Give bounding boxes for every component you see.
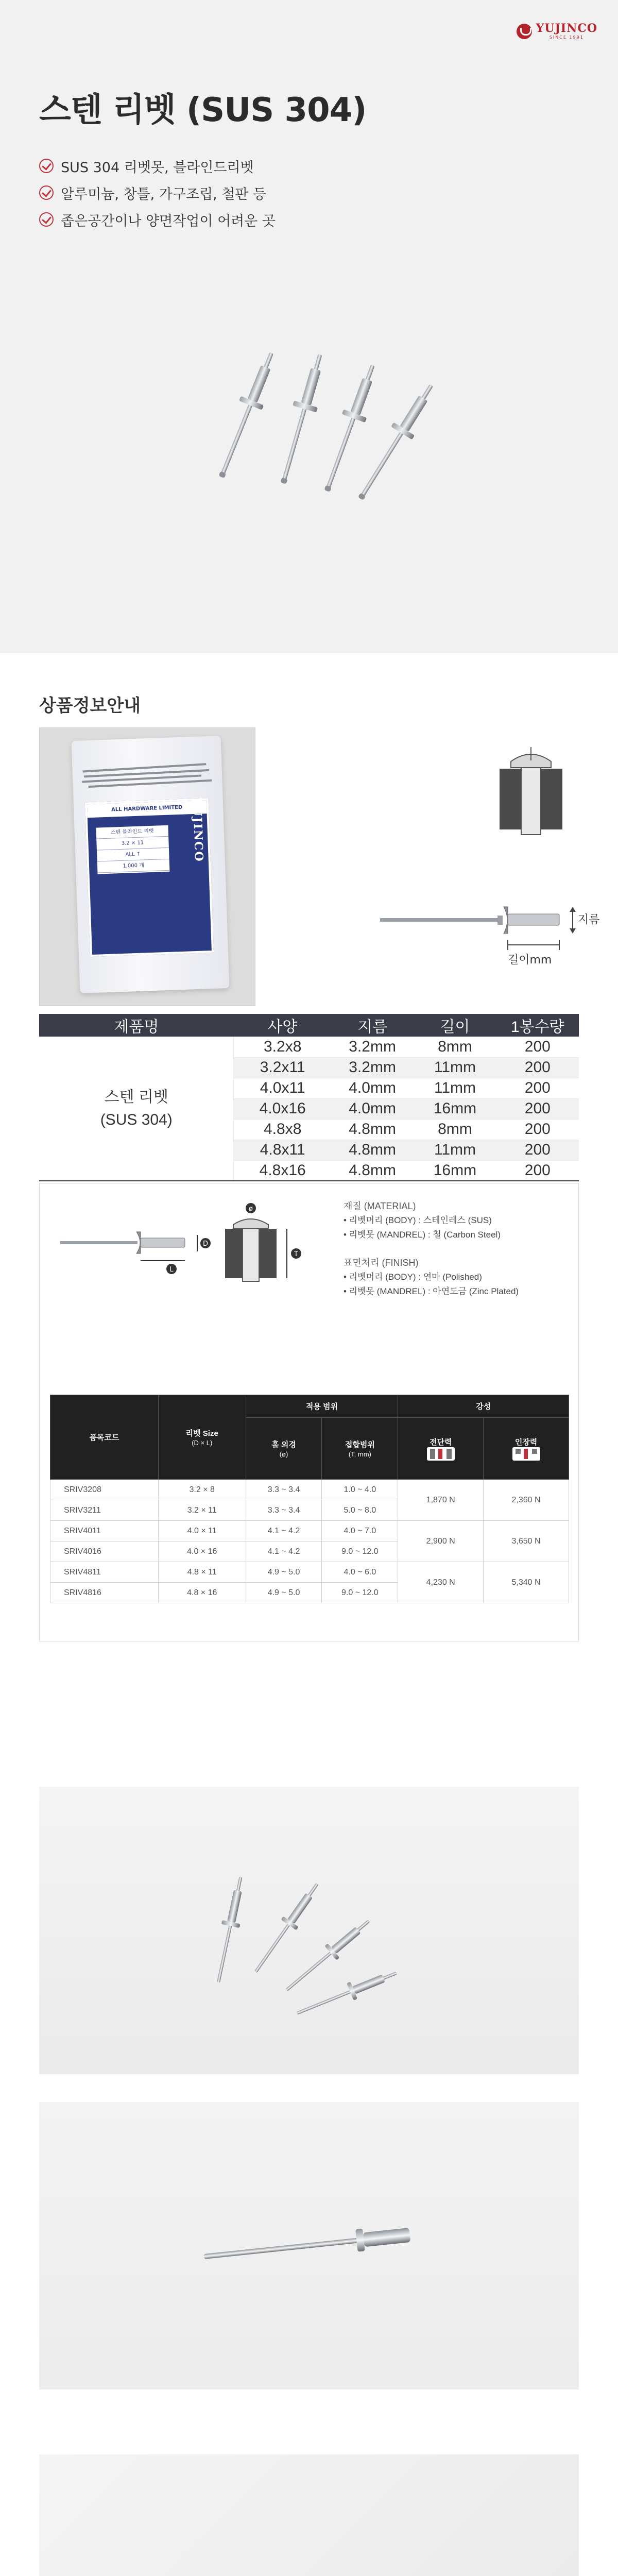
hero-section bbox=[0, 0, 618, 653]
package-label-row: 1,000 개 bbox=[97, 859, 170, 873]
single-rivet-photo bbox=[39, 2102, 579, 2389]
table-row: SRIV3208 3.2 × 8 3.3 ~ 3.4 1.0 ~ 4.0 1,870 N 2,360 N bbox=[50, 1480, 569, 1500]
col-header: 1봉수량 bbox=[496, 1014, 579, 1037]
spec-cell: 200 bbox=[496, 1140, 579, 1160]
spec-cell: 11mm bbox=[414, 1140, 496, 1160]
check-circle-icon bbox=[39, 185, 54, 200]
package-label-row: 3.2 × 11 bbox=[96, 837, 169, 851]
spec-cell: 3.2mm bbox=[331, 1037, 414, 1057]
material-title: 재질 (MATERIAL) bbox=[344, 1201, 416, 1211]
shear-icon bbox=[427, 1447, 455, 1461]
col-header-hole: 홀 외경 (ø) bbox=[246, 1418, 322, 1480]
finish-line: • 리벳머리 (BODY) : 연마 (Polished) bbox=[344, 1272, 482, 1282]
tensile-icon bbox=[512, 1447, 540, 1461]
spec-cell: 4.0mm bbox=[331, 1098, 414, 1119]
spec-cell: 4.0x16 bbox=[234, 1098, 331, 1119]
spec-cell: 3.2x11 bbox=[234, 1057, 331, 1078]
col-header-grip: 접합범위 (T, mm) bbox=[322, 1418, 398, 1480]
spec-cell: 4.8x16 bbox=[234, 1160, 331, 1181]
spec-table-header bbox=[39, 1014, 579, 1037]
dim-d-label: D bbox=[202, 1240, 209, 1248]
table-row: SRIV4816 4.8 × 16 4.9 ~ 5.0 9.0 ~ 12.0 bbox=[50, 1583, 569, 1603]
col-header-size: 리벳 Size (D × L) bbox=[158, 1395, 246, 1480]
spec-cell: 4.8mm bbox=[331, 1160, 414, 1181]
feature-text: 좁은공간이나 양면작업이 어려운 곳 bbox=[61, 213, 276, 229]
package-label-row: 스텐 블라인드 리벳 bbox=[96, 825, 168, 839]
diameter-label: 지름 bbox=[578, 913, 600, 926]
package-label bbox=[85, 798, 214, 957]
feature-item bbox=[39, 152, 276, 179]
col-header-range: 적용 범위 bbox=[246, 1395, 398, 1418]
spec-cell: 3.2x8 bbox=[234, 1037, 331, 1057]
spec-cell: 200 bbox=[496, 1037, 579, 1057]
package-label-table bbox=[96, 825, 169, 874]
spec-cell: 4.8x8 bbox=[234, 1119, 331, 1140]
rivet-install-diagram bbox=[55, 1198, 313, 1291]
spec-cell: 4.0x11 bbox=[234, 1078, 331, 1098]
check-circle-icon bbox=[39, 159, 54, 173]
package-label-row: ALL ↑ bbox=[97, 848, 169, 862]
dim-l-label: L bbox=[169, 1266, 174, 1274]
technical-spec-box bbox=[39, 1183, 579, 1641]
spec-cell: 200 bbox=[496, 1057, 579, 1078]
finish-line: • 리벳못 (MANDREL) : 아연도금 (Zinc Plated) bbox=[344, 1286, 519, 1296]
table-row bbox=[39, 1037, 579, 1057]
product-name: 스텐 리벳 (SUS 304) bbox=[100, 1088, 173, 1128]
package-bag bbox=[72, 736, 230, 993]
col-header: 지름 bbox=[331, 1014, 414, 1037]
brand-logo[interactable] bbox=[517, 23, 597, 40]
spec-cell: 200 bbox=[496, 1098, 579, 1119]
spec-cell: 11mm bbox=[414, 1078, 496, 1098]
dim-hole-label: ø bbox=[249, 1205, 253, 1213]
col-header-code: 품목코드 bbox=[50, 1395, 159, 1480]
spec-cell: 200 bbox=[496, 1160, 579, 1181]
spec-cell: 8mm bbox=[414, 1037, 496, 1057]
col-header: 길이 bbox=[414, 1014, 496, 1037]
spec-cell: 200 bbox=[496, 1078, 579, 1098]
material-line: • 리벳못 (MANDREL) : 철 (Carbon Steel) bbox=[344, 1230, 501, 1240]
feature-text: SUS 304 리벳못, 블라인드리벳 bbox=[61, 159, 254, 176]
product-photo-group bbox=[39, 1787, 579, 2074]
package-brand: YUJINCO bbox=[190, 796, 205, 863]
brand-name: YUJINCO bbox=[536, 22, 597, 35]
spec-cell: 4.8mm bbox=[331, 1140, 414, 1160]
table-row: SRIV4811 4.8 × 11 4.9 ~ 5.0 4.0 ~ 6.0 4,230 N 5,340 N bbox=[50, 1562, 569, 1583]
col-header-tensile: 인장력 bbox=[484, 1418, 569, 1480]
spec-cell: 4.8x11 bbox=[234, 1140, 331, 1160]
spec-cell: 8mm bbox=[414, 1119, 496, 1140]
logo-emblem-icon bbox=[517, 24, 532, 39]
package-label-head: ALL HARDWARE LIMITED bbox=[87, 800, 207, 818]
hero-rivets-photo bbox=[31, 262, 587, 622]
spec-cell: 4.0mm bbox=[331, 1078, 414, 1098]
col-header: 사양 bbox=[234, 1014, 331, 1037]
col-header-shear: 전단력 bbox=[398, 1418, 484, 1480]
packaged-rivets bbox=[77, 756, 217, 792]
product-name-cell bbox=[39, 1037, 234, 1181]
material-info bbox=[344, 1199, 519, 1299]
spec-cell: 16mm bbox=[414, 1160, 496, 1181]
feature-item bbox=[39, 206, 276, 233]
section-title: 상품정보안내 bbox=[39, 696, 141, 716]
length-label: 길이mm bbox=[508, 954, 552, 967]
table-row: SRIV4016 4.0 × 16 4.1 ~ 4.2 9.0 ~ 12.0 bbox=[50, 1541, 569, 1562]
product-title: 스텐 리벳 (SUS 304) bbox=[39, 91, 367, 129]
package-photo bbox=[39, 727, 255, 1006]
spec-cell: 200 bbox=[496, 1119, 579, 1140]
feature-text: 알루미늄, 창틀, 가구조립, 철판 등 bbox=[61, 186, 267, 202]
table-row: SRIV4011 4.0 × 11 4.1 ~ 4.2 4.0 ~ 7.0 2,900 N 3,650 N bbox=[50, 1521, 569, 1541]
feature-item bbox=[39, 179, 276, 206]
spec-cell: 16mm bbox=[414, 1098, 496, 1119]
finish-title: 표면처리 (FINISH) bbox=[344, 1258, 419, 1268]
rivet-spec-table bbox=[50, 1395, 569, 1603]
spec-table bbox=[39, 1014, 579, 1181]
check-circle-icon bbox=[39, 212, 54, 227]
feature-list bbox=[39, 152, 276, 233]
spec-cell: 4.8mm bbox=[331, 1119, 414, 1140]
col-header: 제품명 bbox=[39, 1014, 234, 1037]
rivet-dimension-diagram bbox=[376, 737, 603, 984]
spec-cell: 11mm bbox=[414, 1057, 496, 1078]
col-header-strength: 강성 bbox=[398, 1395, 569, 1418]
dim-t-label: T bbox=[294, 1250, 298, 1258]
table-row: SRIV3211 3.2 × 11 3.3 ~ 3.4 5.0 ~ 8.0 bbox=[50, 1500, 569, 1521]
spec-cell: 3.2mm bbox=[331, 1057, 414, 1078]
rivet-closeup-photo bbox=[39, 2454, 579, 2576]
brand-sub: SINCE 1991 bbox=[549, 35, 584, 40]
material-line: • 리벳머리 (BODY) : 스테인레스 (SUS) bbox=[344, 1215, 492, 1225]
